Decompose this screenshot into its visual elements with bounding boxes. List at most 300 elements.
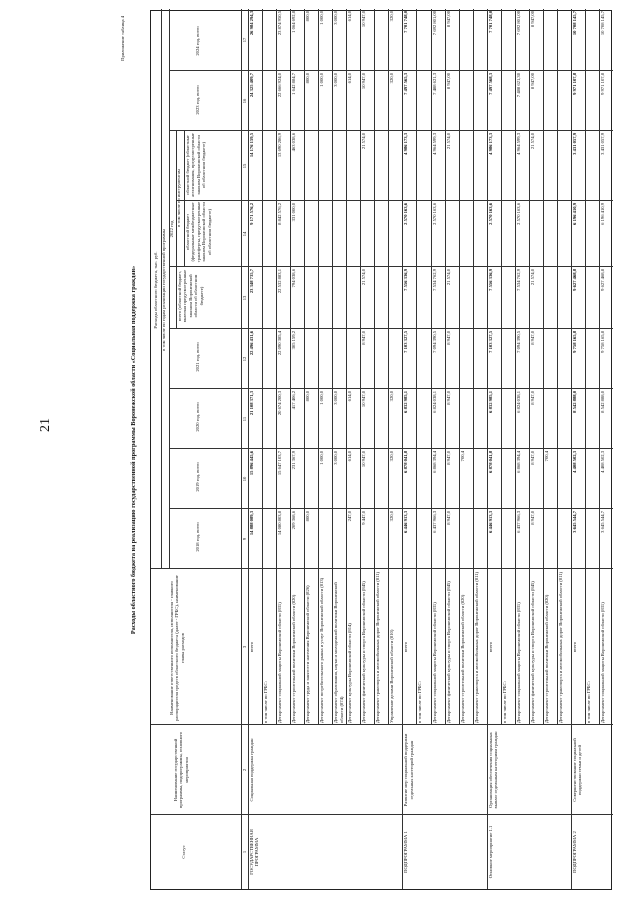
row-value: 209 368,6	[291, 511, 297, 530]
column-number: 17	[242, 37, 247, 43]
column-number: 1	[242, 850, 247, 854]
row-value: 8 947,0	[445, 511, 451, 525]
row-value	[558, 511, 571, 567]
row-executor: Департамент транспорта и автомобильных дорог Воронежской области (811)	[557, 571, 563, 723]
row-value: 417 406,2	[291, 391, 297, 410]
row-value: 8 947,00	[529, 11, 535, 28]
row-value: 4 964 599,3	[431, 133, 437, 155]
row-value: 4 986 173,3	[403, 133, 409, 155]
row-value: 6 868 394,4	[515, 451, 521, 473]
row-value: 614,0	[347, 451, 353, 462]
row-executor: Департамент социальной защиты Воронежской области (831)	[431, 602, 437, 723]
header-2020: 2020 год, всего	[195, 402, 200, 432]
row-value: 7 497 565,3	[403, 73, 409, 95]
row-executor: Департамент культуры Воронежской области (814)	[347, 623, 353, 723]
row-value: 800,0	[305, 511, 311, 522]
row-value: 21 574,0	[445, 269, 451, 286]
column-number: 3	[242, 645, 247, 649]
row-value	[417, 11, 430, 69]
row-value	[474, 511, 487, 567]
row-value	[544, 391, 557, 447]
row-value	[558, 331, 571, 387]
row-value: 21 574,0	[529, 269, 535, 286]
header-by-years: в том числе по годам реализации государственной программы	[161, 229, 166, 351]
row-value	[375, 331, 388, 387]
row-executor: Департамент труда и занятости населения Воронежской области (826)	[305, 585, 311, 723]
row-value	[502, 451, 515, 507]
row-value: 7 103 327,5	[403, 331, 409, 353]
row-value	[375, 511, 388, 567]
row-value: 8 947,0	[529, 391, 535, 405]
row-value	[333, 133, 346, 199]
row-value: 22 666 924,0	[277, 73, 283, 98]
row-value: 26 984 294,3	[249, 11, 254, 36]
row-executor: Департамент физической культуры и спорта Воронежской области (845)	[529, 581, 535, 723]
row-value	[586, 451, 599, 507]
row-value	[586, 269, 599, 327]
table-rule	[169, 70, 613, 71]
row-value: 7 701 748,0	[487, 11, 493, 33]
row-value: 1 000,0	[319, 11, 325, 25]
column-number: 10	[242, 476, 247, 482]
row-value: 10 708 145,7	[599, 11, 605, 36]
row-value: 6 868 394,4	[431, 451, 437, 473]
row-value: 7 488 621,30	[515, 73, 521, 98]
row-executor: Департамент физической культуры и спорта Воронежской области (845)	[445, 581, 451, 723]
row-value: 320,0	[389, 451, 395, 462]
row-value: 21 574,0	[361, 269, 367, 286]
row-value	[333, 331, 346, 387]
row-program-name: Совершенствование социальной поддержки семьи и детей	[571, 738, 583, 802]
row-value: 8 947,0	[445, 451, 451, 465]
row-value: 8 947,0	[361, 331, 367, 345]
row-value	[417, 203, 430, 265]
row-value: 3 645 544,7	[599, 511, 605, 533]
row-value: 7 488 621,3	[431, 73, 437, 95]
row-value: 614,0	[347, 73, 353, 84]
row-value	[544, 133, 557, 199]
row-value	[333, 511, 346, 567]
header-2022-total: всего (областной бюджет, включая предусмотренные законом Воронежской области об областном бюджете)	[177, 269, 204, 323]
row-value	[474, 11, 487, 69]
row-value: 10 947,0	[361, 451, 367, 468]
header-2023: 2023 год, всего	[195, 85, 200, 115]
row-value: 7 497 568,3	[487, 73, 493, 95]
row-value	[389, 203, 402, 265]
row-executor: в том числе по ГРБС:	[417, 681, 423, 723]
row-value: 9 971 107,8	[599, 73, 605, 95]
row-value	[389, 133, 402, 199]
row-value: 20 674 200,3	[277, 391, 283, 416]
row-value: 3 431 057,9	[599, 133, 605, 155]
header-2021: 2021 год, всего	[195, 342, 200, 372]
row-value: 2 570 163,6	[431, 203, 437, 225]
column-number: 14	[242, 231, 247, 237]
row-value	[375, 11, 388, 69]
row-value: 21 574,0	[445, 133, 451, 150]
header-2018: 2018 год, всего	[195, 522, 200, 552]
row-value: 9 758 165,8	[571, 331, 577, 353]
row-value: 614,0	[347, 391, 353, 402]
row-value: 331 000,0	[291, 203, 297, 222]
row-value: 1 000,0	[319, 451, 325, 465]
row-value: 6 878 041,8	[403, 451, 409, 473]
row-value: 800,0	[305, 73, 311, 84]
row-value: 23 874 950,5	[277, 11, 283, 36]
row-value: 8 947,00	[445, 73, 451, 90]
row-value	[474, 331, 487, 387]
row-value	[502, 133, 515, 199]
row-value	[305, 133, 318, 199]
row-executor: Департамент транспорта и автомобильных дорог Воронежской области (811)	[473, 571, 479, 723]
row-value	[305, 451, 318, 507]
row-value	[544, 331, 557, 387]
row-value: 8 542 888,0	[599, 391, 605, 413]
row-value: 320,0	[389, 391, 395, 402]
row-value: 7 701 748,0	[403, 11, 409, 33]
row-value	[319, 203, 332, 265]
row-value	[333, 269, 346, 327]
row-value: 10 947,0	[361, 11, 367, 28]
row-value	[544, 73, 557, 129]
row-program-name: Развитие мер социальной поддержки отдельных категорий граждан	[403, 733, 414, 807]
row-value: 6 446 913,3	[487, 511, 493, 533]
row-value: 10 708 145,7	[571, 11, 577, 36]
row-value: 21 574,0	[361, 133, 367, 150]
row-value: 8 947,0	[529, 511, 535, 525]
header-2022-group: 2022 год	[169, 220, 174, 238]
row-status: ГОСУДАРСТВЕННАЯ ПРОГРАММА	[249, 829, 260, 875]
row-value: 10 947,0	[361, 73, 367, 90]
row-executor: Департамент социальной защиты Воронежской области (831)	[599, 602, 605, 723]
row-value	[558, 451, 571, 507]
header-incl-instruments: в том числе по инструментам	[176, 169, 181, 227]
row-value	[558, 73, 571, 129]
row-executor: в том числе по ГРБС:	[501, 681, 507, 723]
header-2022-federal: областной бюджет (областные ассигнования, предусмотренные законом Воронежской области об областном бюджете)	[185, 133, 207, 197]
row-executor: Департамент образования, науки и молодежной политики Воронежской области (874)	[333, 582, 344, 723]
header-2019: 2019 год, всего	[195, 462, 200, 492]
table-rule	[151, 814, 613, 815]
row-value	[474, 133, 487, 199]
row-value	[389, 269, 402, 327]
row-value	[586, 511, 599, 567]
row-value	[558, 203, 571, 265]
row-value	[474, 73, 487, 129]
row-value	[460, 73, 473, 129]
row-value	[474, 451, 487, 507]
column-number: 9	[242, 537, 247, 541]
row-value	[502, 203, 515, 265]
row-value	[417, 391, 430, 447]
row-value: 9 758 165,8	[599, 331, 605, 353]
row-value	[502, 73, 515, 129]
row-value: 3 000,0	[333, 11, 339, 25]
row-value	[375, 203, 388, 265]
row-value	[586, 391, 599, 447]
row-value	[544, 269, 557, 327]
row-value: 1 000,0	[319, 73, 325, 87]
row-value	[446, 203, 459, 265]
document-title: Расходы областного бюджета на реализацию государственной программы Воронежской области «Социальная поддержка граждан»	[130, 265, 137, 635]
row-program-name: Социальная поддержка граждан	[249, 738, 254, 802]
row-value: 3 645 544,7	[571, 511, 577, 533]
table-rule	[184, 131, 185, 267]
column-number: 16	[242, 98, 247, 104]
row-value: 1 642 884,7	[291, 73, 297, 95]
row-status: ПОДПРОГРАММА 2	[571, 831, 577, 873]
row-executor: в том числе по ГРБС:	[263, 681, 269, 723]
column-number: 2	[242, 768, 247, 772]
row-value	[586, 11, 599, 69]
table-rule	[176, 131, 177, 329]
row-value	[417, 331, 430, 387]
row-value: 8 947,0	[529, 331, 535, 345]
row-value: 15 647 103,7	[277, 451, 283, 476]
row-value: 3 000,0	[333, 451, 339, 465]
row-value: 463 038,6	[291, 133, 297, 152]
row-value	[417, 73, 430, 129]
row-value	[305, 203, 318, 265]
row-value: 800,0	[305, 391, 311, 402]
row-value: 3 000,0	[333, 391, 339, 405]
row-value	[305, 269, 318, 327]
row-value	[502, 11, 515, 69]
row-value	[586, 133, 599, 199]
row-value	[263, 391, 276, 447]
row-value	[347, 203, 360, 265]
table-rule	[161, 9, 162, 569]
row-executor: в том числе по ГРБС:	[585, 681, 591, 723]
row-value	[375, 451, 388, 507]
row-value	[460, 511, 473, 567]
table-rule	[169, 388, 613, 389]
row-value: 3 431 057,9	[571, 133, 577, 155]
table-rule	[169, 9, 170, 569]
row-value	[474, 391, 487, 447]
row-executor: Департамент строительной политики Воронежской области (820)	[543, 594, 549, 723]
row-program-name: Организация обеспечения социальных выплат отдельным категориям граждан	[487, 731, 499, 809]
row-value: 22 496 431,6	[249, 331, 254, 356]
row-value	[347, 269, 360, 327]
table-rule	[169, 266, 613, 267]
row-value: 8 842 576,2	[277, 203, 283, 225]
row-value: 231 367,9	[291, 451, 297, 470]
row-value	[305, 331, 318, 387]
row-value	[417, 133, 430, 199]
row-value: 7 534 762,9	[515, 269, 521, 291]
row-executor: Департамент транспорта и автомобильных дорог Воронежской области (811)	[375, 571, 381, 723]
row-value: 7 094 390,5	[515, 331, 521, 353]
row-value	[333, 203, 346, 265]
row-value: 7 692 801,00	[431, 11, 437, 36]
row-executor: всего	[249, 641, 254, 653]
column-number: 15	[242, 163, 247, 169]
row-value: 7 094 390,5	[431, 331, 437, 353]
row-value	[263, 11, 276, 69]
row-value	[347, 331, 360, 387]
row-value	[319, 269, 332, 327]
row-value	[558, 11, 571, 69]
header-2022-regional: областной бюджет (федеральные межбюджетные трансферты, предусмотренные законом Воронежской области об областном бюджете)	[185, 201, 212, 263]
column-number: 13	[242, 295, 247, 301]
row-executor: Управление делами Воронежской области (810)	[389, 629, 395, 723]
row-value: 320,0	[389, 73, 395, 84]
row-value: 9 971 107,8	[571, 73, 577, 95]
row-executor: Департамент физической культуры и спорта Воронежской области (845)	[361, 581, 367, 723]
row-value: 794 038,6	[291, 269, 297, 288]
row-value	[375, 391, 388, 447]
row-value	[586, 331, 599, 387]
row-value: 8 947,00	[445, 11, 451, 28]
row-value	[530, 203, 543, 265]
page-number: 21	[38, 418, 53, 432]
row-value	[375, 133, 388, 199]
row-value: 13 690 286,9	[277, 133, 283, 158]
row-value	[460, 133, 473, 199]
row-value	[263, 269, 276, 327]
row-value: 614,0	[347, 11, 353, 22]
row-value	[474, 269, 487, 327]
row-value: 7 103 327,5	[487, 331, 493, 353]
row-value	[474, 203, 487, 265]
row-value: 700,4	[543, 451, 549, 462]
row-value	[558, 269, 571, 327]
row-value: 2 570 163,6	[403, 203, 409, 225]
row-status: Основное мероприятие 1.1	[487, 825, 493, 879]
header-executor: Наименование ответственного исполнителя, исполнителя - главного распорядителя средств областного бюджета (далее - ГРБС), наименование главы расходов	[169, 575, 185, 721]
row-value: 14 888 089,3	[249, 511, 254, 536]
row-value	[586, 73, 599, 129]
row-value	[502, 331, 515, 387]
row-value: 22 090 385,4	[277, 331, 283, 356]
row-value: 10 947,0	[361, 391, 367, 408]
row-value: 8 947,00	[529, 73, 535, 90]
header-spending-group: Расходы областного бюджета, тыс. руб.	[153, 251, 158, 329]
row-value: 2 570 163,6	[515, 203, 521, 225]
row-value: 24 325 409,7	[249, 73, 254, 98]
row-value	[502, 391, 515, 447]
row-value: 800,0	[305, 11, 311, 22]
row-value: 7 692 801,00	[515, 11, 521, 36]
column-number: 12	[242, 356, 247, 362]
row-value: 6 196 410,9	[571, 203, 577, 225]
appendix-label: Приложение таблица 4	[120, 16, 125, 61]
row-executor: Департамент строительной политики Воронежской области (820)	[291, 594, 297, 723]
rotated-table-page	[120, 10, 620, 890]
row-value: 1 064 692,8	[291, 11, 297, 33]
row-value: 6 878 041,8	[487, 451, 493, 473]
row-value: 320,0	[389, 511, 395, 522]
row-value: 6 437 966,3	[515, 511, 521, 533]
row-value: 7 534 762,9	[431, 269, 437, 291]
row-value	[263, 451, 276, 507]
row-value: 6 824 038,1	[515, 391, 521, 413]
row-value: 7 556 336,9	[487, 269, 493, 291]
row-value: 305 159,2	[291, 331, 297, 350]
row-value: 7 556 336,9	[403, 269, 409, 291]
row-executor: Департамент социальной защиты Воронежской области (831)	[515, 602, 521, 723]
row-value	[375, 73, 388, 129]
column-number: 11	[242, 416, 247, 422]
row-value	[263, 511, 276, 567]
row-value	[319, 331, 332, 387]
row-executor: Департамент социальной защиты Воронежской области (831)	[277, 602, 283, 723]
row-value	[389, 331, 402, 387]
row-value	[460, 203, 473, 265]
row-value	[319, 511, 332, 567]
row-value: 320,0	[389, 11, 395, 22]
row-value	[502, 511, 515, 567]
row-value: 2 570 163,6	[487, 203, 493, 225]
row-value	[417, 451, 430, 507]
row-value: 6 832 985,1	[487, 391, 493, 413]
row-value: 4 986 173,3	[487, 133, 493, 155]
row-value: 9 447,0	[361, 511, 367, 525]
row-value	[263, 133, 276, 199]
row-value	[544, 511, 557, 567]
row-status: ПОДПРОГРАММА 1	[403, 831, 409, 873]
row-value: 6 437 966,3	[431, 511, 437, 533]
row-value: 21 574,0	[529, 133, 535, 150]
header-2024: 2024 год, всего	[195, 26, 200, 56]
row-value	[558, 133, 571, 199]
row-value	[347, 133, 360, 199]
table-rule	[169, 508, 613, 509]
row-value: 247,0	[347, 511, 353, 522]
row-executor: всего	[571, 641, 577, 653]
row-value	[263, 331, 276, 387]
row-value: 4 408 502,3	[599, 451, 605, 473]
row-value: 14 080 803,8	[277, 511, 283, 536]
row-value	[544, 203, 557, 265]
row-value: 9 627 468,8	[599, 269, 605, 291]
row-value: 6 196 410,9	[599, 203, 605, 225]
row-value: 8 947,0	[529, 451, 535, 465]
row-value	[460, 331, 473, 387]
row-value: 21 108 371,3	[249, 391, 254, 416]
row-value: 4 964 599,3	[515, 133, 521, 155]
row-value: 15 896 445,6	[249, 451, 254, 476]
row-value: 8 542 888,0	[571, 391, 577, 413]
row-executor: Департамент строительной политики Воронежской области (820)	[459, 594, 465, 723]
row-value: 1 000,0	[319, 391, 325, 405]
row-value: 14 176 159,5	[249, 133, 254, 158]
row-value: 8 947,0	[445, 391, 451, 405]
row-value	[502, 269, 515, 327]
row-executor: всего	[403, 641, 409, 653]
row-value	[460, 269, 473, 327]
row-value: 6 824 038,1	[431, 391, 437, 413]
row-value	[417, 269, 430, 327]
row-value	[460, 11, 473, 69]
row-value	[319, 133, 332, 199]
row-value	[460, 391, 473, 447]
row-value: 9 171 576,2	[249, 203, 254, 225]
row-value	[263, 203, 276, 265]
row-value	[586, 203, 599, 265]
row-executor: Департамент потребительского рынка и услуг Воронежской области (813)	[319, 577, 325, 723]
row-value	[263, 73, 276, 129]
row-value: 8 947,0	[445, 331, 451, 345]
row-value: 9 627 468,8	[571, 269, 577, 291]
row-value: 23 348 735,7	[249, 269, 254, 294]
expenditure-table	[150, 10, 612, 890]
header-status: Статус	[181, 845, 186, 859]
table-rule	[169, 328, 613, 329]
header-program-name: Наименование государственной программы, подпрограммы, основного мероприятия	[173, 731, 189, 809]
row-value: 6 446 913,3	[403, 511, 409, 533]
